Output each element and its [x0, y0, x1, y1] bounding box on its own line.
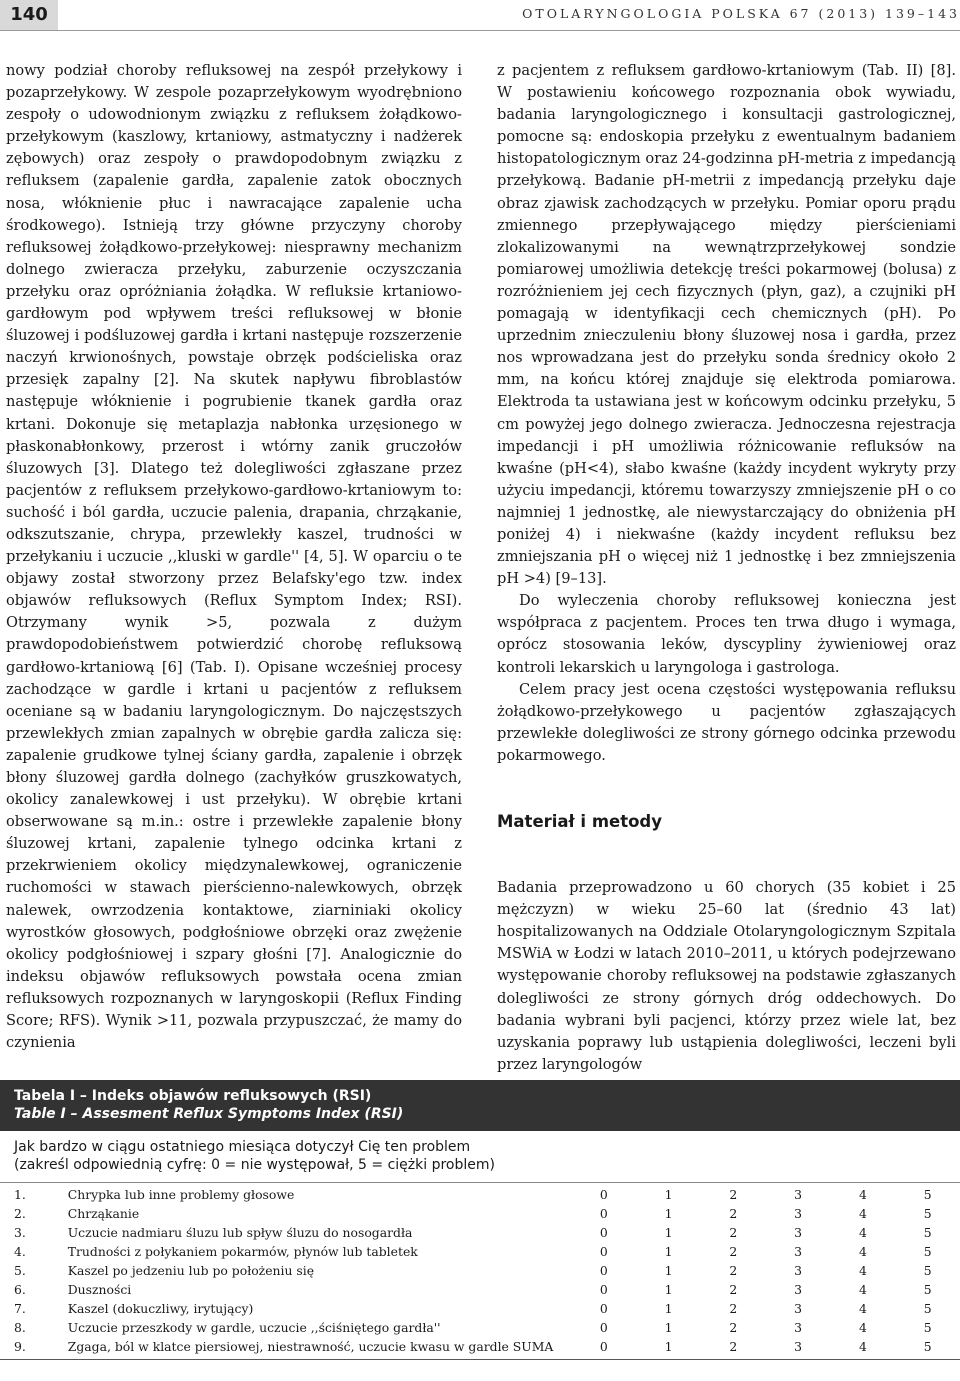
score-option[interactable]: 3: [794, 1301, 803, 1316]
section-title: Materiał i metody: [497, 812, 662, 831]
table-row: [0, 1337, 960, 1356]
table-question-line2: (zakreśl odpowiednią cyfrę: 0 = nie występował, 5 = ciężki problem): [14, 1157, 495, 1173]
score-option[interactable]: 3: [794, 1187, 803, 1202]
score-option[interactable]: 4: [858, 1301, 867, 1316]
score-option[interactable]: 4: [858, 1206, 867, 1221]
score-option[interactable]: 5: [923, 1263, 932, 1278]
score-option[interactable]: 3: [794, 1206, 803, 1221]
table-row: [0, 1185, 960, 1204]
score-option[interactable]: 5: [923, 1301, 932, 1316]
table-title-pl: Tabela I – Indeks objawów refluksowych (RSI): [14, 1088, 372, 1104]
score-option[interactable]: 2: [729, 1225, 738, 1240]
table-bottom-rule: [0, 1359, 960, 1360]
row-number: 3.: [14, 1225, 26, 1240]
row-symptom: Kaszel (dokuczliwy, irytujący): [67, 1301, 254, 1316]
score-option[interactable]: 2: [729, 1339, 738, 1354]
row-symptom: Chrząkanie: [67, 1206, 140, 1221]
row-symptom: Uczucie nadmiaru śluzu lub spływ śluzu do nosogardła: [67, 1225, 413, 1240]
table-row: [0, 1242, 960, 1261]
score-option[interactable]: 1: [664, 1320, 673, 1335]
table-row: [0, 1299, 960, 1318]
score-option[interactable]: 3: [794, 1244, 803, 1259]
row-symptom: Chrypka lub inne problemy głosowe: [67, 1187, 295, 1202]
row-symptom: Trudności z połykaniem pokarmów, płynów lub tabletek: [67, 1244, 418, 1259]
score-option[interactable]: 1: [664, 1225, 673, 1240]
score-option[interactable]: 2: [729, 1282, 738, 1297]
table-row: [0, 1261, 960, 1280]
score-option[interactable]: 0: [599, 1301, 608, 1316]
right-paragraph-4: Badania przeprowadzono u 60 chorych (35 kobiet i 25 mężczyzn) w wieku 25–60 lat (średnio 43 lat) hospitalizowanych na Oddziale Otolaryngologicznym Szpitala MSWiA w Łodzi w latach 2010–2011, u których podejrzewano występowanie choroby refluksowej na podstawie zgłaszanych dolegliwości ze strony górnych dróg oddechowych. Do badania wybrani byli pacjenci, którzy przez wiele lat, bez uzyskania poprawy lub ustąpienia dolegliwości, leczeni byli przez laryngologów: [497, 879, 956, 1073]
score-option[interactable]: 1: [664, 1244, 673, 1259]
table-row: [0, 1223, 960, 1242]
table-question-line1: Jak bardzo w ciągu ostatniego miesiąca dotyczył Cię ten problem: [14, 1139, 471, 1155]
score-option[interactable]: 5: [923, 1206, 932, 1221]
table-row: [0, 1318, 960, 1337]
right-paragraph-3: Celem pracy jest ocena częstości występowania refluksu żołądkowo-przełykowego u pacjentów zgłaszających przewlekłe dolegliwości ze strony górnego odcinka przewodu pokarmowego.: [497, 680, 956, 764]
score-option[interactable]: 2: [729, 1206, 738, 1221]
table-caption: [0, 1080, 960, 1131]
score-option[interactable]: 4: [858, 1282, 867, 1297]
score-option[interactable]: 0: [599, 1320, 608, 1335]
score-option[interactable]: 1: [664, 1282, 673, 1297]
score-option[interactable]: 2: [729, 1187, 738, 1202]
score-option[interactable]: 4: [858, 1244, 867, 1259]
table-title-en: Table I – Assesment Reflux Symptoms Index (RSI): [14, 1106, 404, 1122]
row-number: 6.: [14, 1282, 26, 1297]
row-number: 4.: [14, 1244, 26, 1259]
score-option[interactable]: 2: [729, 1263, 738, 1278]
table-body: [0, 1185, 960, 1356]
score-option[interactable]: 3: [794, 1339, 803, 1354]
score-option[interactable]: 5: [923, 1339, 932, 1354]
score-option[interactable]: 1: [664, 1301, 673, 1316]
score-option[interactable]: 0: [599, 1339, 608, 1354]
score-option[interactable]: 4: [858, 1263, 867, 1278]
score-option[interactable]: 5: [923, 1282, 932, 1297]
row-symptom: Kaszel po jedzeniu lub po położeniu się: [67, 1263, 315, 1278]
score-option[interactable]: 2: [729, 1301, 738, 1316]
row-symptom: Zgaga, ból w klatce piersiowej, niestrawność, uczucie kwasu w gardle SUMA: [67, 1339, 554, 1354]
score-option[interactable]: 1: [664, 1206, 673, 1221]
table-question: [0, 1131, 960, 1183]
score-option[interactable]: 4: [858, 1320, 867, 1335]
left-paragraph: nowy podział choroby refluksowej na zespół przełykowy i pozaprzełykowy. W zespole pozaprzełykowym wyodrębniono zespoły o udowodnionym związku z refluksem żołądkowo-przełykowym (kaszlowy, krtaniowy, astmatyczny i nadżerek zębowych) oraz zespoły o prawdopodobnym związku z refluksem (zapalenie gardła, zapalenie zatok obocznych nosa, włóknienie płuc i nawracające zapalenie ucha środkowego). Istnieją trzy główne przyczyny choroby refluksowej żołądkowo-przełykowej: niesprawny mechanizm dolnego zwieracza przełyku, zaburzenie oczyszczania przełyku oraz opróżniania żołądka. W refluksie krtaniowo-gardłowym pod wpływem treści refluksowej w błonie śluzowej i podśluzowej gardła i krtani następuje rozszerzenie naczyń krwionośnych, powstaje obrzęk podścieliska oraz przesięk zapalny [2]. Na skutek napływu fibroblastów następuje włóknienie i pogrubienie tkanek gardła oraz krtani. Dokonuje się metaplazja nabłonka urzęsionego w płaskonabłonkowy, przerost i wtórny zanik gruczołów śluzowych [3]. Dlatego też dolegliwości zgłaszane przez pacjentów z refluksem przełykowo-gardłowo-krtaniowym to: suchość i ból gardła, uczucie palenia, drapania, chrząkanie, odkszutszanie, chrypa, przewlekły kaszel, trudności w przełykaniu i uczucie ,,kluski w gardle'' [4, 5]. W oparciu o te objawy został stworzony przez Belafsky'ego tzw. index objawów refluksowych (Reflux Symptom Index; RSI). Otrzymany wynik >5, pozwala z dużym prawdopodobieństwem potwierdzić chorobę refluksową gardłowo-krtaniową [6] (Tab. I). Opisane wcześniej procesy zachodzące w gardle i krtani u pacjentów z refluksem oceniane są w badaniu laryngologicznym. Do najczęstszych przewlekłych zmian zapalnych w obrębie gardła zalicza się: zapalenie grudkowe tylnej ściany gardła, zapalenie i obrzęk błony śluzowej gardła dolnego (zachyłków gruszkowatych, okolicy zanalewkowej i ust przełyku). W obrębie krtani obserwowane są m.in.: ostre i przewlekłe zapalenie błony śluzowej krtani, zapalenie tylnego odcinka krtani z przekrwieniem okolicy międzynalewkowej, ograniczenie ruchomości w stawach pierścienno-nalewkowych, obrzęk nalewek, owrzodzenia kontaktowe, ziarniniaki okolicy wyrostków głosowych, podgłośniowe obrzęki oraz zwężenie okolicy podgłośniowej i szpary głośni [7]. Analogicznie do indeksu objawów refluksowych powstała ocena zmian refluksowych rozpoznanych w laryngoskopii (Reflux Finding Score; RFS). Wynik >11, pozwala przypuszczać, że mamy do czynienia: [6, 62, 462, 1052]
row-number: 5.: [14, 1263, 26, 1278]
score-option[interactable]: 5: [923, 1320, 932, 1335]
row-number: 9.: [14, 1339, 26, 1354]
score-option[interactable]: 4: [858, 1339, 867, 1354]
score-option[interactable]: 0: [599, 1187, 608, 1202]
score-option[interactable]: 1: [664, 1339, 673, 1354]
score-option[interactable]: 3: [794, 1263, 803, 1278]
header-rule: [0, 30, 960, 31]
right-paragraph-1: z pacjentem z refluksem gardłowo-krtaniowym (Tab. II) [8]. W postawieniu końcowego rozpoznania obok wywiadu, badania laryngologicznego i konsultacji gastrologicznej, pomocne są: endoskopia przełyku z ewentualnym badaniem histopatologicznym oraz 24-godzinna pH-metria z impedancją przełykową. Badanie pH-metrii z impedancją przełyku daje obraz zjawisk zachodzących w przełyku. Pomiar oporu prądu zmiennego przepływającego między pierścieniami zlokalizowanymi na wewnątrzprzełykowej sondzie pomiarowej umożliwia detekcję treści pokarmowej (bolusa) z rozróżnieniem jej cech fizycznych (płyn, gaz), a czujniki pH pomagają w identyfikacji cech chemicznych (pH). Po uprzednim znieczuleniu błony śluzowej nosa i gardła, przez nos wprowadzana jest do przełyku sonda średnicy około 2 mm, na końcu której znajduje się elektroda pomiarowa. Elektroda ta ustawiana jest w końcowym odcinku przełyku, 5 cm powyżej jego dolnego zwieracza. Jednoczesna rejestracja impedancji i pH umożliwia różnicowanie refluksów na kwaśne (pH<4), słabo kwaśne (każdy incydent wykryty przy użyciu impedancji, któremu towarzyszy zmniejszenie pH o co najmniej 1 jednostkę, ale niewystarczający do obniżenia pH poniżej 4) i niekwaśne (każdy incydent refluksu bez zmniejszania pH o więcej niż 1 jednostkę i bez zmniejszenia pH >4) [9–13].: [497, 62, 956, 588]
score-option[interactable]: 3: [794, 1320, 803, 1335]
table-row: [0, 1204, 960, 1223]
rsi-table: [0, 1080, 960, 1360]
row-number: 1.: [14, 1187, 26, 1202]
score-option[interactable]: 4: [858, 1187, 867, 1202]
score-option[interactable]: 1: [664, 1263, 673, 1278]
score-option[interactable]: 0: [599, 1244, 608, 1259]
right-column: [497, 60, 956, 1076]
score-option[interactable]: 3: [794, 1225, 803, 1240]
row-symptom: Duszności: [67, 1282, 132, 1297]
score-option[interactable]: 5: [923, 1225, 932, 1240]
score-option[interactable]: 5: [923, 1244, 932, 1259]
right-paragraph-2: Do wyleczenia choroby refluksowej konieczna jest współpraca z pacjentem. Proces ten trwa długo i wymaga, oprócz stosowania leków, dyscypliny żywieniowej oraz kontroli lekarskich u laryngologa i gastrologa.: [497, 592, 956, 676]
score-option[interactable]: 5: [923, 1187, 932, 1202]
score-option[interactable]: 0: [599, 1225, 608, 1240]
score-option[interactable]: 0: [599, 1206, 608, 1221]
score-option[interactable]: 2: [729, 1244, 738, 1259]
table-row: [0, 1280, 960, 1299]
row-number: 7.: [14, 1301, 26, 1316]
running-head: OTOLARYNGOLOGIA POLSKA 67 (2013) 139–143: [522, 6, 960, 21]
left-column: [6, 60, 462, 1054]
row-number: 2.: [14, 1206, 26, 1221]
page-number: 140: [0, 0, 58, 30]
row-symptom: Uczucie przeszkody w gardle, uczucie ,,ściśniętego gardła'': [67, 1320, 441, 1335]
row-number: 8.: [14, 1320, 26, 1335]
score-option[interactable]: 0: [599, 1282, 608, 1297]
score-option[interactable]: 0: [599, 1263, 608, 1278]
score-option[interactable]: 4: [858, 1225, 867, 1240]
score-option[interactable]: 3: [794, 1282, 803, 1297]
score-option[interactable]: 1: [664, 1187, 673, 1202]
score-option[interactable]: 2: [729, 1320, 738, 1335]
